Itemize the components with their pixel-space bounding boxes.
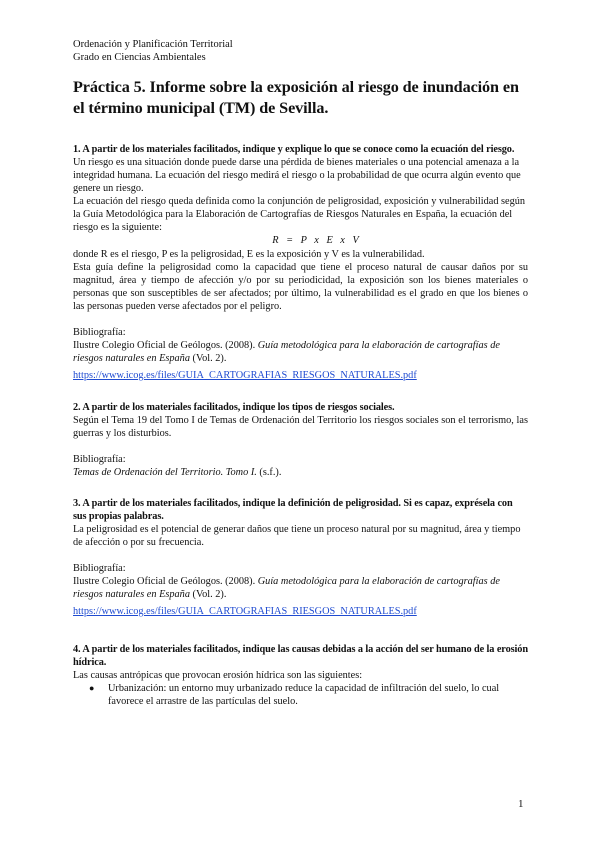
s4-paragraph-1: Las causas antrópicas que provocan erosión hídrica son las siguientes: <box>73 670 363 681</box>
list-item-text: Urbanización: un entorno muy urbanizado reduce la capacidad de infiltración del suelo, lo cual favorece el arrastre de las partículas del suelo. <box>108 683 500 707</box>
s4-bullet-list <box>73 682 528 708</box>
question-3: 3. A partir de los materiales facilitados, indique la definición de peligrosidad. Si es capaz, exprésela con sus propias palabras. <box>73 498 513 522</box>
header-degree: Grado en Ciencias Ambientales <box>73 52 206 63</box>
s1-ref-title: Guía metodológica para la elaboración de cartografías de riesgos naturales en España <box>73 340 500 364</box>
risk-formula: R = P x E x V <box>272 235 359 246</box>
s3-ref-author: Ilustre Colegio Oficial de Geólogos. (2008). <box>73 576 258 587</box>
s2-reference <box>73 466 528 479</box>
header-course: Ordenación y Planificación Territorial <box>73 39 233 50</box>
page-content <box>73 38 528 708</box>
s3-bibliography-label: Bibliografía: <box>73 563 126 574</box>
list-item <box>73 682 528 708</box>
s2-paragraph-1: Según el Tema 19 del Tomo I de Temas de Ordenación del Territorio los riesgos sociales son el terrorismo, las guerras y los disturbios. <box>73 415 528 439</box>
question-1: 1. A partir de los materiales facilitados, indique y explique lo que se conoce como la ecuación del riesgo. <box>73 144 515 155</box>
s1-reference <box>73 339 528 365</box>
question-4: 4. A partir de los materiales facilitados, indique las causas debidas a la acción del ser humano de la erosión hídrica. <box>73 644 528 668</box>
s3-paragraph-1: La peligrosidad es el potencial de generar daños que tiene un proceso natural por su magnitud, área y tiempo de afección o por su frecuencia. <box>73 524 521 548</box>
s3-reference-link[interactable]: https://www.icog.es/files/GUIA_CARTOGRAFIAS_RIESGOS_NATURALES.pdf <box>73 606 417 617</box>
bullet-icon: ● <box>89 683 95 693</box>
s2-ref-date: (s.f.). <box>256 467 282 478</box>
s3-ref-volume: (Vol. 2). <box>189 589 227 600</box>
s2-bibliography-label: Bibliografía: <box>73 454 126 465</box>
s1-paragraph-2: La ecuación del riesgo queda definida como la conjunción de peligrosidad, exposición y vulnerabilidad según la Guía Metodológica para la Elaboración de Cartografías de Riesgos Naturales en España, la ecuación del riesgo es la siguiente: <box>73 196 526 233</box>
s1-bibliography-label: Bibliografía: <box>73 327 126 338</box>
s1-ref-volume: (Vol. 2). <box>189 353 227 364</box>
s1-paragraph-4: Esta guía define la peligrosidad como la capacidad que tiene el proceso natural de causar daños por su magnitud, área y tiempo de afección y/o por su periodicidad, la exposición son los bienes materiales o personas que son susceptibles de ser afectados; por último, la vulnerabilidad es el grado en que los bienes o las personas pueden verse afectados por el peligro. <box>73 262 528 312</box>
s3-reference <box>73 575 528 601</box>
s3-ref-title: Guía metodológica para la elaboración de cartografías de riesgos naturales en España <box>73 576 500 600</box>
question-2: 2. A partir de los materiales facilitados, indique los tipos de riesgos sociales. <box>73 402 395 413</box>
document-title: Práctica 5. Informe sobre la exposición al riesgo de inundación en el término municipal (TM) de Sevilla. <box>73 78 519 117</box>
s1-reference-link[interactable]: https://www.icog.es/files/GUIA_CARTOGRAFIAS_RIESGOS_NATURALES.pdf <box>73 370 417 381</box>
s1-paragraph-1: Un riesgo es una situación donde puede darse una pérdida de bienes materiales o una potencial amenaza a la integridad humana. La ecuación del riesgo medirá el riesgo o la probabilidad de que ocurra algún evento que genere un riesgo. <box>73 157 521 194</box>
s2-ref-title: Temas de Ordenación del Territorio. Tomo I. <box>73 467 257 478</box>
page-number: 1 <box>518 798 524 810</box>
s1-paragraph-3: donde R es el riesgo, P es la peligrosidad, E es la exposición y V es la vulnerabilidad. <box>73 249 425 260</box>
s1-ref-author: Ilustre Colegio Oficial de Geólogos. (2008). <box>73 340 258 351</box>
